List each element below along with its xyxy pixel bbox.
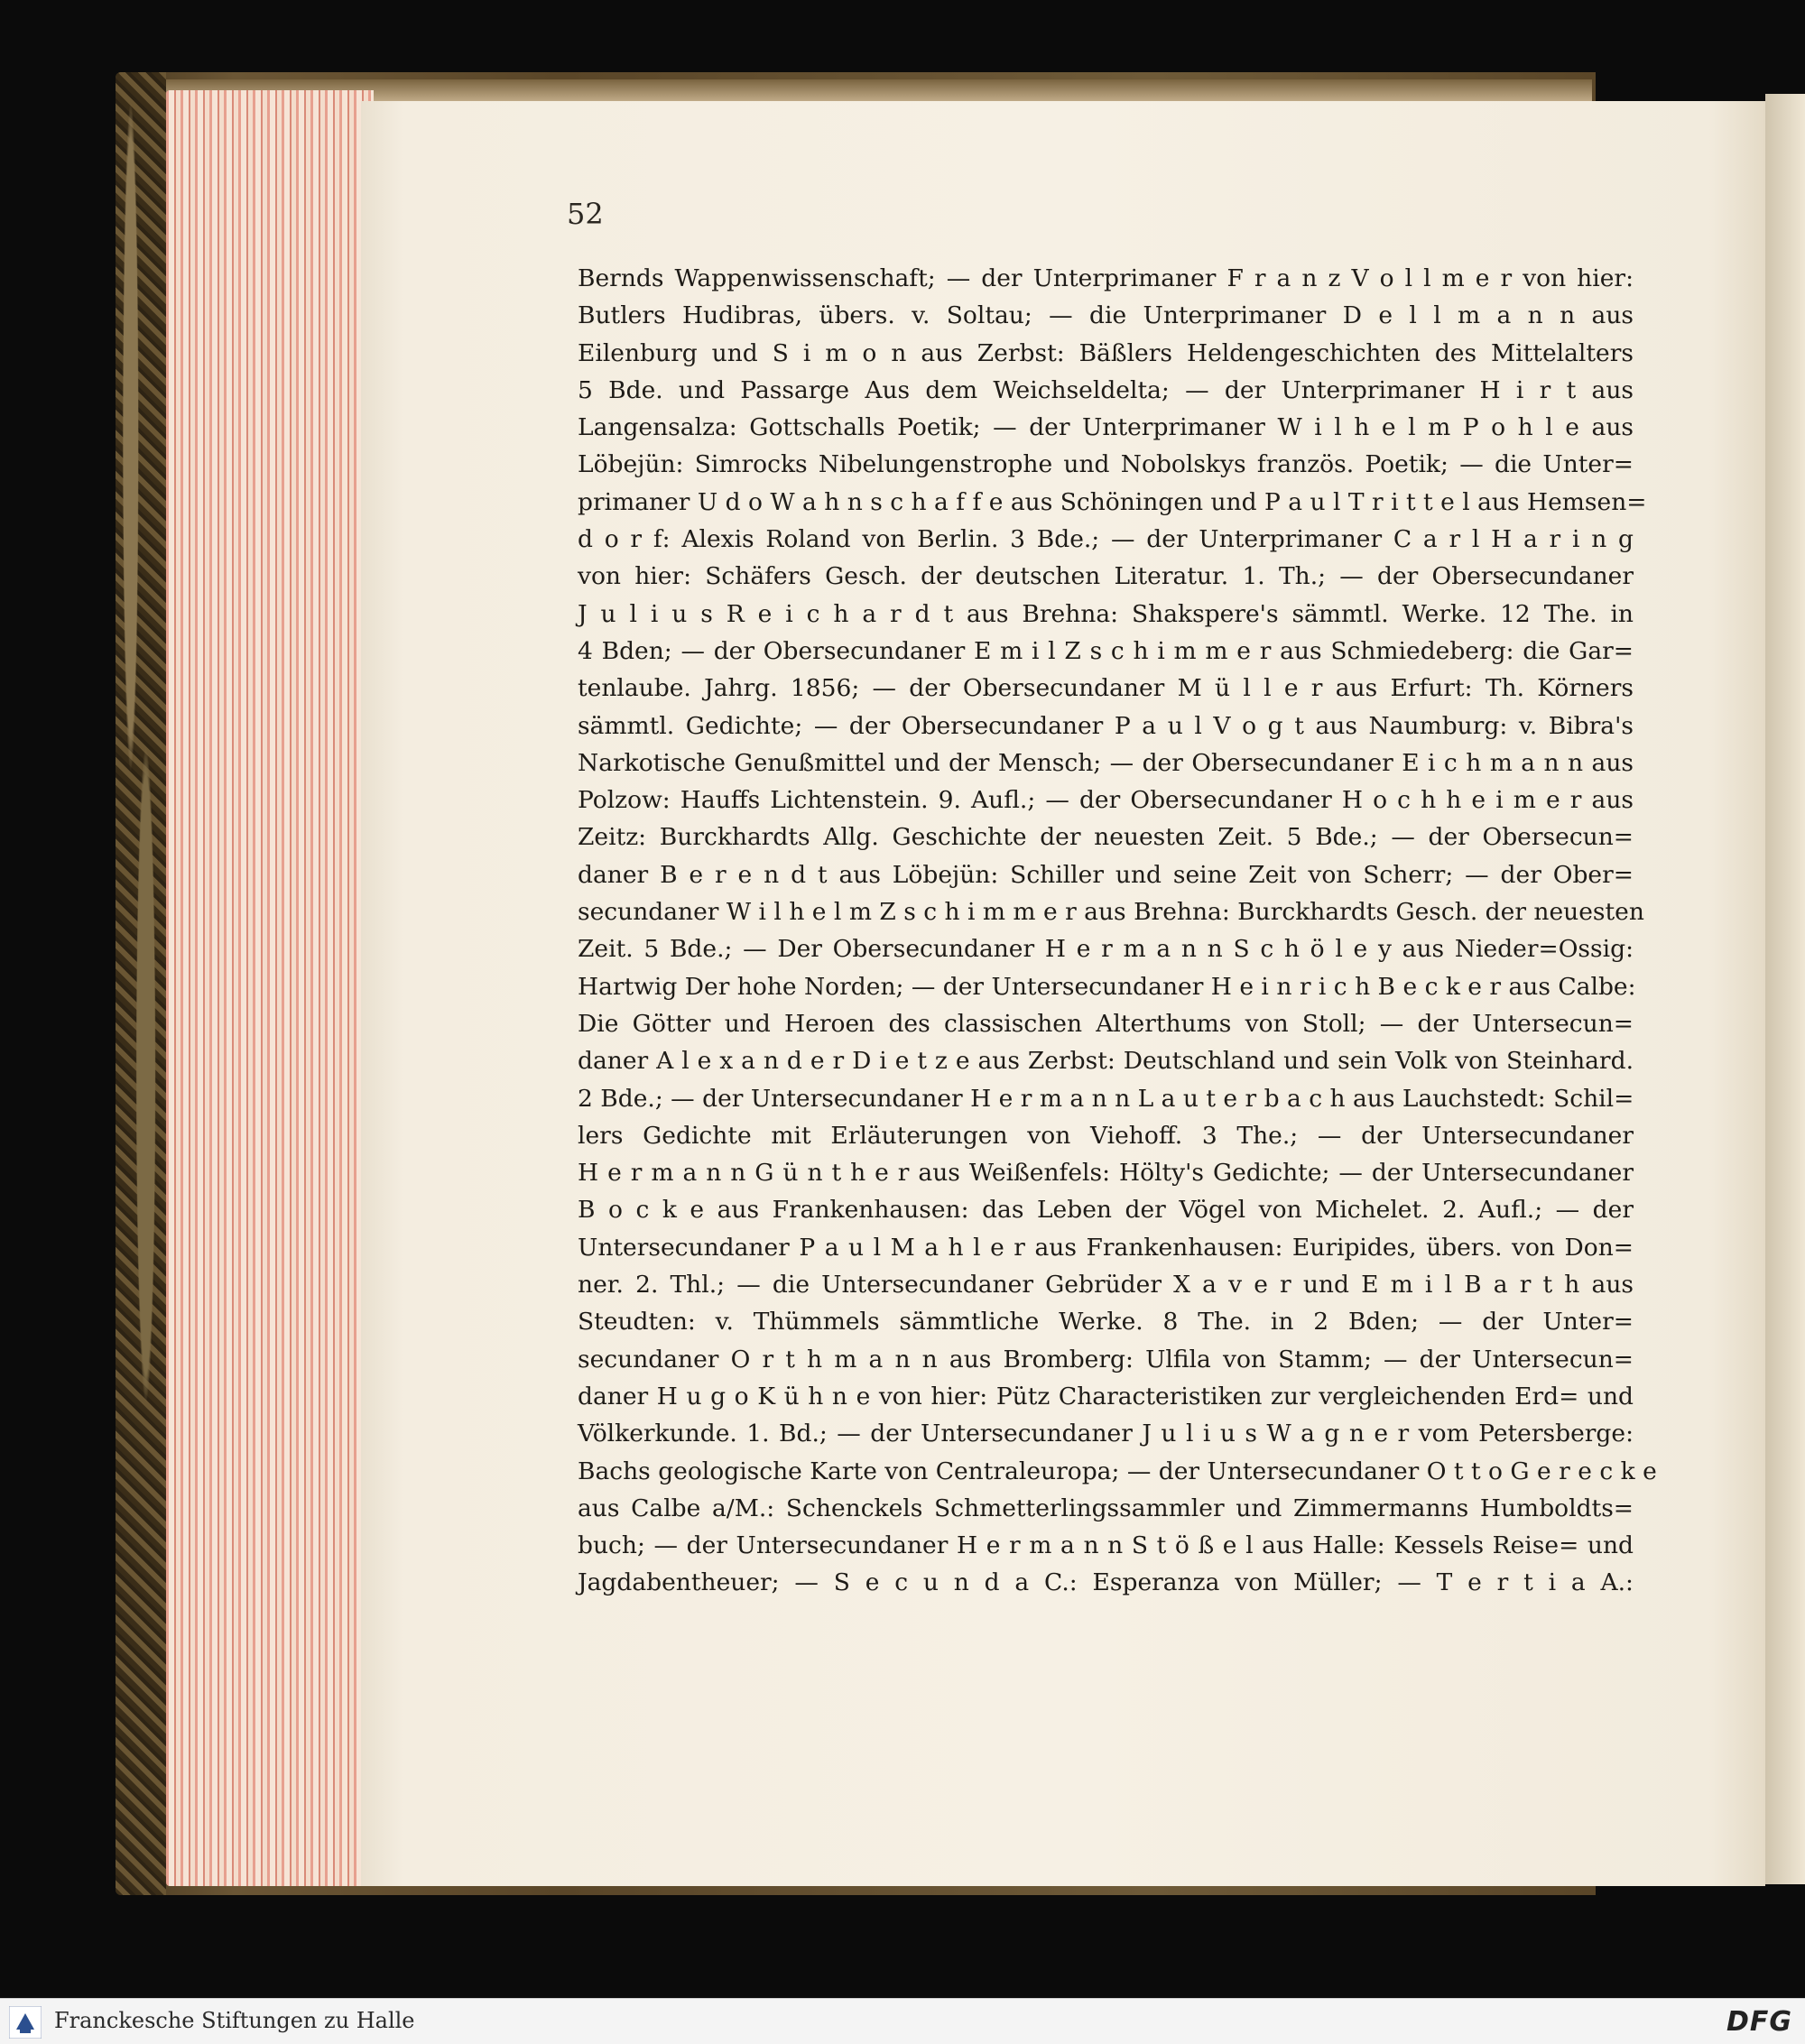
text-line: daner B e r e n d t aus Löbejün: Schiller und seine Zeit von Scherr; — der Ober= bbox=[578, 860, 1634, 889]
text-line: Zeitz: Burckhardts Allg. Geschichte der neuesten Zeit. 5 Bde.; — der Obersecun= bbox=[578, 823, 1634, 852]
text-line: Polzow: Hauffs Lichtenstein. 9. Aufl.; — der Obersecundaner H o c h h e i m e r aus bbox=[578, 786, 1634, 815]
text-line: daner H u g o K ü h n e von hier: Pütz Characteristiken zur vergleichenden Erd= und bbox=[578, 1382, 1634, 1410]
text-line: ner. 2. Thl.; — die Untersecundaner Gebrüder X a v e r und E m i l B a r t h aus bbox=[578, 1271, 1634, 1299]
viewer-footer bbox=[0, 1998, 1805, 2044]
facing-page-edge bbox=[1765, 94, 1805, 1884]
text-line: secundaner O r t h m a n n aus Bromberg: Ulfila von Stamm; — der Untersecun= bbox=[578, 1345, 1634, 1373]
text-line: lers Gedichte mit Erläuterungen von Viehoff. 3 The.; — der Untersecundaner bbox=[578, 1121, 1634, 1150]
francke-foundation-logo-icon bbox=[9, 2006, 42, 2039]
text-line: buch; — der Untersecundaner H e r m a n n S t ö ß e l aus Halle: Kessels Reise= und bbox=[578, 1531, 1634, 1560]
text-line: Löbejün: Simrocks Nibelungenstrophe und Nobolskys französ. Poetik; — die Unter= bbox=[578, 450, 1634, 479]
text-line: Jagdabentheuer; — S e c u n d a C.: Esperanza von Müller; — T e r t i a A.: bbox=[578, 1568, 1634, 1597]
text-line: B o c k e aus Frankenhausen: das Leben der Vögel von Michelet. 2. Aufl.; — der bbox=[578, 1196, 1634, 1225]
text-line: Bachs geologische Karte von Centraleuropa; — der Untersecundaner O t t o G e r e c k e bbox=[578, 1457, 1657, 1485]
text-line: Völkerkunde. 1. Bd.; — der Untersecundaner J u l i u s W a g n e r vom Petersberge: bbox=[578, 1420, 1634, 1448]
dfg-logo: DFG bbox=[1726, 2006, 1792, 2038]
text-line: aus Calbe a/M.: Schenckels Schmetterlingssammler und Zimmermanns Humboldts= bbox=[578, 1494, 1634, 1522]
page-number: 52 bbox=[567, 197, 604, 231]
text-line: Langensalza: Gottschalls Poetik; — der Unterprimaner W i l h e l m P o h l e aus bbox=[578, 413, 1634, 442]
text-line: H e r m a n n G ü n t h e r aus Weißenfels: Hölty's Gedichte; — der Untersecundaner bbox=[578, 1159, 1634, 1188]
text-line: Zeit. 5 Bde.; — Der Obersecundaner H e r m a n n S c h ö l e y aus Nieder=Ossig: bbox=[578, 935, 1634, 964]
text-line: d o r f: Alexis Roland von Berlin. 3 Bde.; — der Unterprimaner C a r l H a r i n g bbox=[578, 525, 1634, 554]
text-line: Butlers Hudibras, übers. v. Soltau; — die Unterprimaner D e l l m a n n aus bbox=[578, 301, 1634, 330]
text-line: J u l i u s R e i c h a r d t aus Brehna: Shakspere's sämmtl. Werke. 12 The. in bbox=[578, 599, 1634, 628]
text-line: Die Götter und Heroen des classischen Alterthums von Stoll; — der Untersecun= bbox=[578, 1009, 1634, 1038]
institution-name: Franckesche Stiftungen zu Halle bbox=[54, 2008, 415, 2033]
text-line: sämmtl. Gedichte; — der Obersecundaner P a u l V o g t aus Naumburg: v. Bibra's bbox=[578, 711, 1634, 740]
marbled-binding bbox=[116, 72, 166, 1895]
page-text bbox=[578, 260, 1657, 1602]
text-line: 5 Bde. und Passarge Aus dem Weichseldelta; — der Unterprimaner H i r t aus bbox=[578, 375, 1634, 404]
text-line: Narkotische Genußmittel und der Mensch; — der Obersecundaner E i c h m a n n aus bbox=[578, 748, 1634, 777]
text-line: 2 Bde.; — der Untersecundaner H e r m a n n L a u t e r b a c h aus Lauchstedt: Schil= bbox=[578, 1084, 1634, 1113]
text-line: Hartwig Der hohe Norden; — der Untersecundaner H e i n r i c h B e c k e r aus Calbe: bbox=[578, 972, 1636, 1001]
page-edges bbox=[166, 90, 374, 1886]
text-line: Steudten: v. Thümmels sämmtliche Werke. 8 The. in 2 Bden; — der Unter= bbox=[578, 1308, 1634, 1336]
text-line: von hier: Schäfers Gesch. der deutschen Literatur. 1. Th.; — der Obersecundaner bbox=[578, 562, 1634, 591]
text-line: 4 Bden; — der Obersecundaner E m i l Z s c h i m m e r aus Schmiedeberg: die Gar= bbox=[578, 636, 1634, 665]
text-line: tenlaube. Jahrg. 1856; — der Obersecundaner M ü l l e r aus Erfurt: Th. Körners bbox=[578, 674, 1634, 703]
text-line: daner A l e x a n d e r D i e t z e aus Zerbst: Deutschland und sein Volk von Steinhard. bbox=[578, 1047, 1634, 1076]
text-line: Untersecundaner P a u l M a h l e r aus Frankenhausen: Euripides, übers. von Don= bbox=[578, 1233, 1634, 1262]
text-line: Bernds Wappenwissenschaft; — der Unterprimaner F r a n z V o l l m e r von hier: bbox=[578, 264, 1634, 292]
text-line: secundaner W i l h e l m Z s c h i m m e r aus Brehna: Burckhardts Gesch. der neuesten bbox=[578, 898, 1644, 927]
text-line: Eilenburg und S i m o n aus Zerbst: Bäßlers Heldengeschichten des Mittelalters bbox=[578, 338, 1634, 367]
text-line: primaner U d o W a h n s c h a f f e aus Schöningen und P a u l T r i t t e l aus Hemsen= bbox=[578, 487, 1647, 516]
